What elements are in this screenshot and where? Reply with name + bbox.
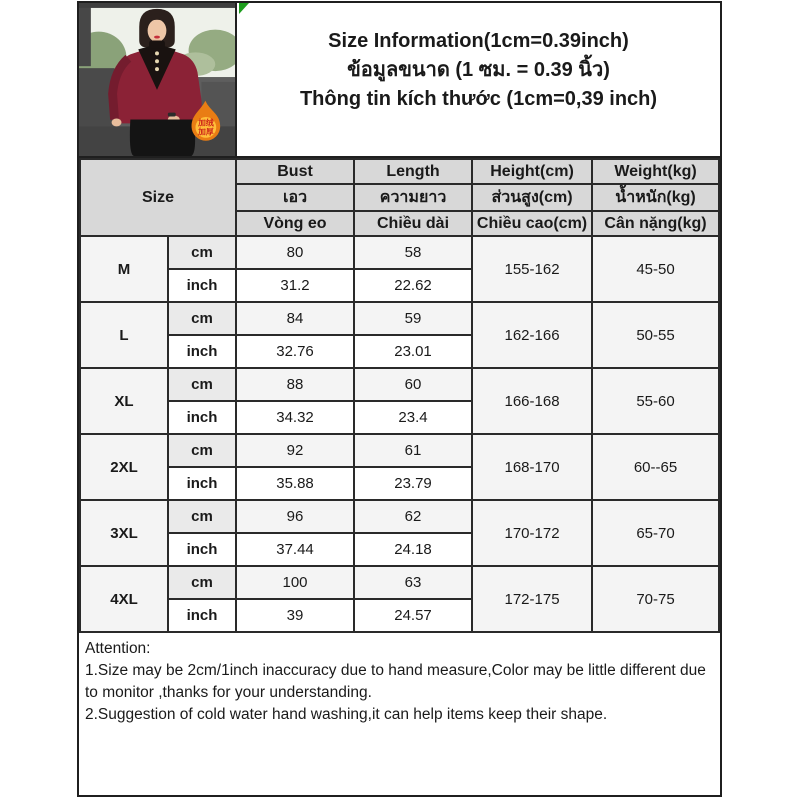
bust-value: 96 [236, 500, 354, 533]
bust-value: 32.76 [236, 335, 354, 368]
size-label: 4XL [80, 566, 168, 632]
face [148, 19, 167, 42]
green-corner-marker [239, 3, 249, 14]
model-illustration [79, 3, 235, 156]
header-section [79, 3, 720, 158]
page-title-vi: Thông tin kích thước (1cm=0,39 inch) [299, 88, 658, 110]
bust-value: 80 [236, 236, 354, 269]
svg-text:加厚: 加厚 [197, 127, 214, 137]
col-weight-th: น้ำหนัก(kg) [592, 184, 719, 211]
length-value: 24.18 [354, 533, 472, 566]
unit-label: cm [168, 368, 236, 401]
svg-text:加绒: 加绒 [197, 118, 214, 128]
col-bust-vi: Vòng eo [236, 211, 354, 236]
length-value: 60 [354, 368, 472, 401]
col-length-en: Length [354, 159, 472, 184]
size-label: L [80, 302, 168, 368]
size-label: XL [80, 368, 168, 434]
height-range: 166-168 [472, 368, 592, 434]
weight-range: 65-70 [592, 500, 719, 566]
length-value: 23.79 [354, 467, 472, 500]
attention-heading: Attention: [85, 640, 151, 657]
length-value: 22.62 [354, 269, 472, 302]
bust-value: 100 [236, 566, 354, 599]
unit-label: inch [168, 335, 236, 368]
height-range: 168-170 [472, 434, 592, 500]
col-height-vi: Chiều cao(cm) [472, 211, 592, 236]
size-label: 3XL [80, 500, 168, 566]
weight-range: 50-55 [592, 302, 719, 368]
table-row [80, 368, 719, 401]
attention-notes [79, 633, 720, 726]
product-photo [79, 3, 237, 156]
bust-value: 84 [236, 302, 354, 335]
unit-label: inch [168, 533, 236, 566]
unit-label: cm [168, 566, 236, 599]
col-length-vi: Chiều dài [354, 211, 472, 236]
unit-label: cm [168, 434, 236, 467]
unit-label: cm [168, 500, 236, 533]
table-row [80, 302, 719, 335]
length-value: 59 [354, 302, 472, 335]
header-row-en [80, 159, 719, 184]
col-bust-th: เอว [236, 184, 354, 211]
watch [168, 113, 176, 117]
length-value: 24.57 [354, 599, 472, 632]
button [155, 51, 159, 55]
page-title-en: Size Information(1cm=0.39inch) [328, 30, 629, 52]
weight-range: 45-50 [592, 236, 719, 302]
size-table [79, 158, 720, 633]
unit-label: inch [168, 467, 236, 500]
weight-range: 55-60 [592, 368, 719, 434]
button [155, 59, 159, 63]
length-value: 58 [354, 236, 472, 269]
col-length-th: ความยาว [354, 184, 472, 211]
hand [112, 118, 122, 126]
bust-value: 39 [236, 599, 354, 632]
length-value: 61 [354, 434, 472, 467]
col-height-en: Height(cm) [472, 159, 592, 184]
height-range: 170-172 [472, 500, 592, 566]
size-header: Size [80, 159, 236, 236]
table-row [80, 434, 719, 467]
table-row [80, 500, 719, 533]
page-title [237, 3, 720, 156]
unit-label: inch [168, 401, 236, 434]
size-label: 2XL [80, 434, 168, 500]
unit-label: inch [168, 269, 236, 302]
window-frame [79, 3, 91, 66]
length-value: 63 [354, 566, 472, 599]
bust-value: 34.32 [236, 401, 354, 434]
size-chart-sheet [77, 1, 722, 797]
col-bust-en: Bust [236, 159, 354, 184]
size-label: M [80, 236, 168, 302]
bust-value: 88 [236, 368, 354, 401]
bust-value: 37.44 [236, 533, 354, 566]
col-height-th: ส่วนสูง(cm) [472, 184, 592, 211]
attention-note-2: 2.Suggestion of cold water hand washing,it can help items keep their shape. [85, 706, 608, 723]
bust-value: 35.88 [236, 467, 354, 500]
length-value: 62 [354, 500, 472, 533]
unit-label: cm [168, 236, 236, 269]
length-value: 23.01 [354, 335, 472, 368]
height-range: 172-175 [472, 566, 592, 632]
col-weight-vi: Cân nặng(kg) [592, 211, 719, 236]
bust-value: 92 [236, 434, 354, 467]
bust-value: 31.2 [236, 269, 354, 302]
height-range: 155-162 [472, 236, 592, 302]
unit-label: cm [168, 302, 236, 335]
attention-note-1: 1.Size may be 2cm/1inch inaccuracy due to hand measure,Color may be little different due to monitor ,thanks for your understanding. [85, 662, 706, 701]
button [155, 67, 159, 71]
table-row [80, 236, 719, 269]
weight-range: 60--65 [592, 434, 719, 500]
lips [154, 36, 160, 39]
height-range: 162-166 [472, 302, 592, 368]
col-weight-en: Weight(kg) [592, 159, 719, 184]
page-title-th: ข้อมูลขนาด (1 ซม. = 0.39 นิ้ว) [347, 59, 610, 81]
table-row [80, 566, 719, 599]
unit-label: inch [168, 599, 236, 632]
length-value: 23.4 [354, 401, 472, 434]
weight-range: 70-75 [592, 566, 719, 632]
pants [130, 119, 195, 156]
